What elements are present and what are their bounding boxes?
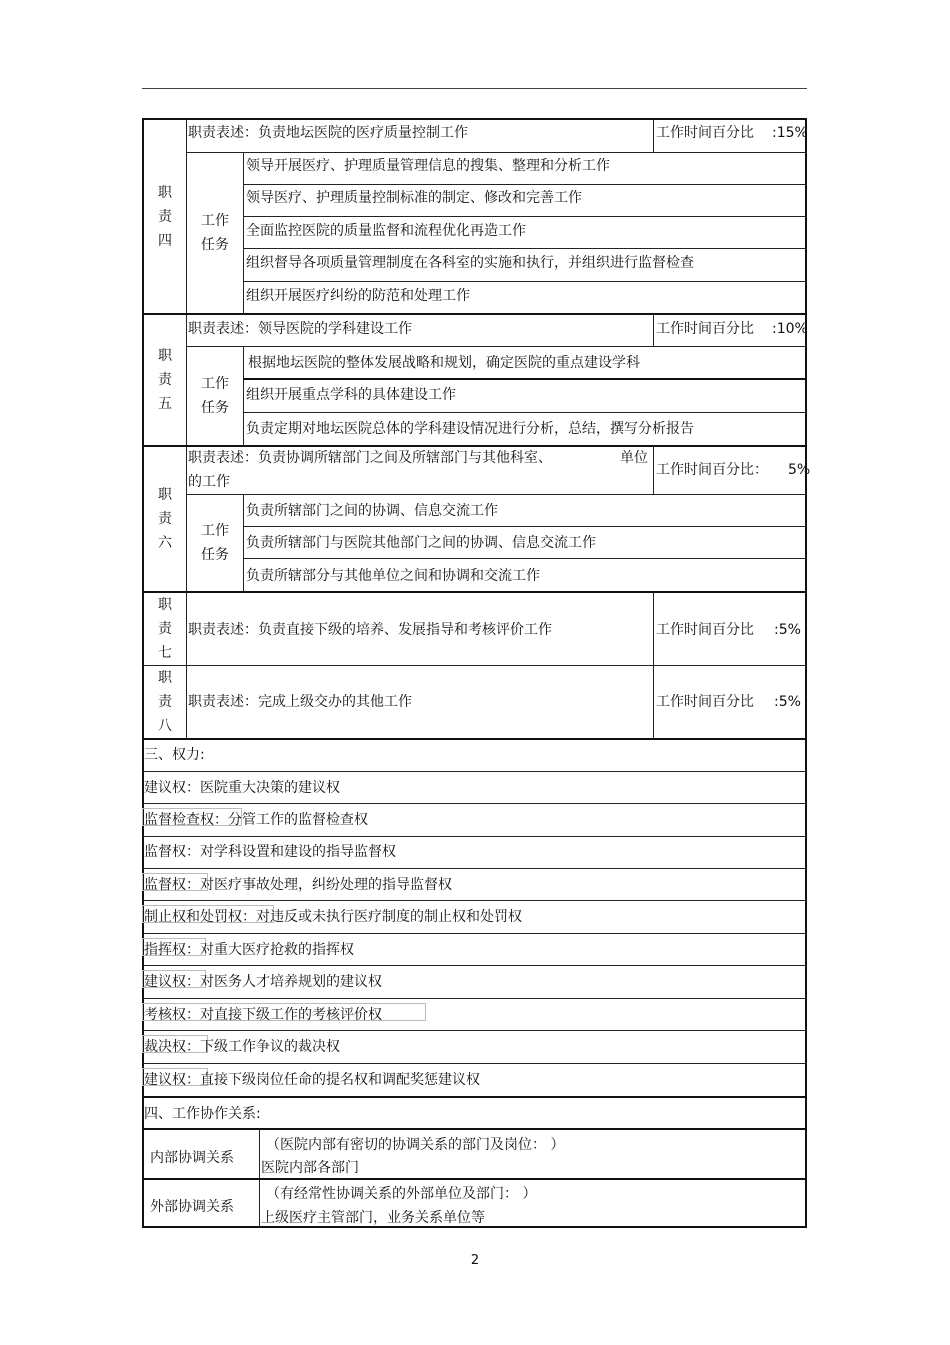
internal-relations-value: 医院内部各部门 [261,1160,359,1176]
duty-4-task: 领导医疗、护理质量控制标准的制定、修改和完善工作 [246,190,582,206]
duty-6-description-unit: 单位 [620,450,648,466]
internal-relations-hint: （医院内部有密切的协调关系的部门及岗位： ） [266,1137,565,1153]
duty-6-label: 职 责 六 [158,487,172,551]
internal-relations-label: 内部协调关系 [150,1150,234,1166]
duty-6-task: 负责所辖部门与医院其他部门之间的协调、信息交流工作 [246,535,596,551]
power-item: 监督检查权：分管工作的监督检查权 [144,812,368,828]
duty-6-task: 负责所辖部分与其他单位之间和协调和交流工作 [246,568,540,584]
duty-6-percent-label: 工作时间百分比： [656,462,768,478]
duty-6-task-label: 工作 任务 [201,523,229,563]
power-item: 监督权：对学科设置和建设的指导监督权 [144,844,396,860]
duty-5-percent-value: :10% [772,321,808,337]
duty-7-description: 职责表述：负责直接下级的培养、发展指导和考核评价工作 [188,622,552,638]
duty-4-task: 全面监控医院的质量监督和流程优化再造工作 [246,223,526,239]
duty-6-description-cont: 的工作 [188,474,230,490]
duty-6-percent-value: 5% [788,462,811,478]
duty-4-description: 职责表述：负责地坛医院的医疗质量控制工作 [188,125,468,141]
duty-5-description: 职责表述：领导医院的学科建设工作 [188,321,412,337]
header-rule [142,88,807,89]
duty-8-percent-value: :5% [774,694,801,710]
power-item: 考核权：对直接下级工作的考核评价权 [144,1007,382,1023]
duty-4-task-label: 工作 任务 [201,213,229,253]
duty-4-label: 职 责 四 [158,184,172,249]
duty-5-task: 组织开展重点学科的具体建设工作 [246,387,456,403]
page-number: 2 [470,1253,480,1268]
duty-5-task-label: 工作 任务 [201,376,229,416]
duty-4-task: 组织开展医疗纠纷的防范和处理工作 [246,288,470,304]
duty-5-task: 负责定期对地坛医院总体的学科建设情况进行分析，总结，撰写分析报告 [246,421,694,437]
power-item: 建议权：对医务人才培养规划的建议权 [144,974,382,990]
duty-7-percent-label: 工作时间百分比 [656,622,754,638]
power-item: 监督权：对医疗事故处理，纠纷处理的指导监督权 [144,877,452,893]
relations-heading: 四、工作协作关系: [144,1106,261,1122]
duty-4-task: 领导开展医疗、护理质量管理信息的搜集、整理和分析工作 [246,158,610,174]
duty-6-task: 负责所辖部门之间的协调、信息交流工作 [246,503,498,519]
duty-4-task: 组织督导各项质量管理制度在各科室的实施和执行，并组织进行监督检查 [246,255,694,271]
duty-8-percent-label: 工作时间百分比 [656,694,754,710]
duty-5-task: 根据地坛医院的整体发展战略和规划，确定医院的重点建设学科 [248,355,640,371]
powers-heading: 三、权力: [144,747,205,763]
duty-5-percent-label: 工作时间百分比 [656,321,754,337]
duty-7-percent-value: :5% [774,622,801,638]
duty-8-description: 职责表述：完成上级交办的其他工作 [188,694,412,710]
duty-4-percent-value: :15% [772,125,808,141]
power-item: 建议权：直接下级岗位任命的提名权和调配奖惩建议权 [144,1072,480,1088]
external-relations-hint: （有经常性协调关系的外部单位及部门： ） [266,1186,537,1202]
power-item: 建议权：医院重大决策的建议权 [144,780,340,796]
duty-8-label: 职 责 八 [158,670,172,734]
external-relations-value: 上级医疗主管部门，业务关系单位等 [261,1210,485,1226]
duty-4-percent-label: 工作时间百分比 [656,125,754,141]
external-relations-label: 外部协调关系 [150,1199,234,1215]
duty-7-label: 职 责 七 [158,597,172,661]
duty-6-description: 职责表述：负责协调所辖部门之间及所辖部门与其他科室、 [188,450,552,466]
duty-5-label: 职 责 五 [158,348,172,412]
power-item: 裁决权：下级工作争议的裁决权 [144,1039,340,1055]
power-item: 制止权和处罚权：对违反或未执行医疗制度的制止权和处罚权 [144,909,522,925]
power-item: 指挥权：对重大医疗抢救的指挥权 [144,942,354,958]
